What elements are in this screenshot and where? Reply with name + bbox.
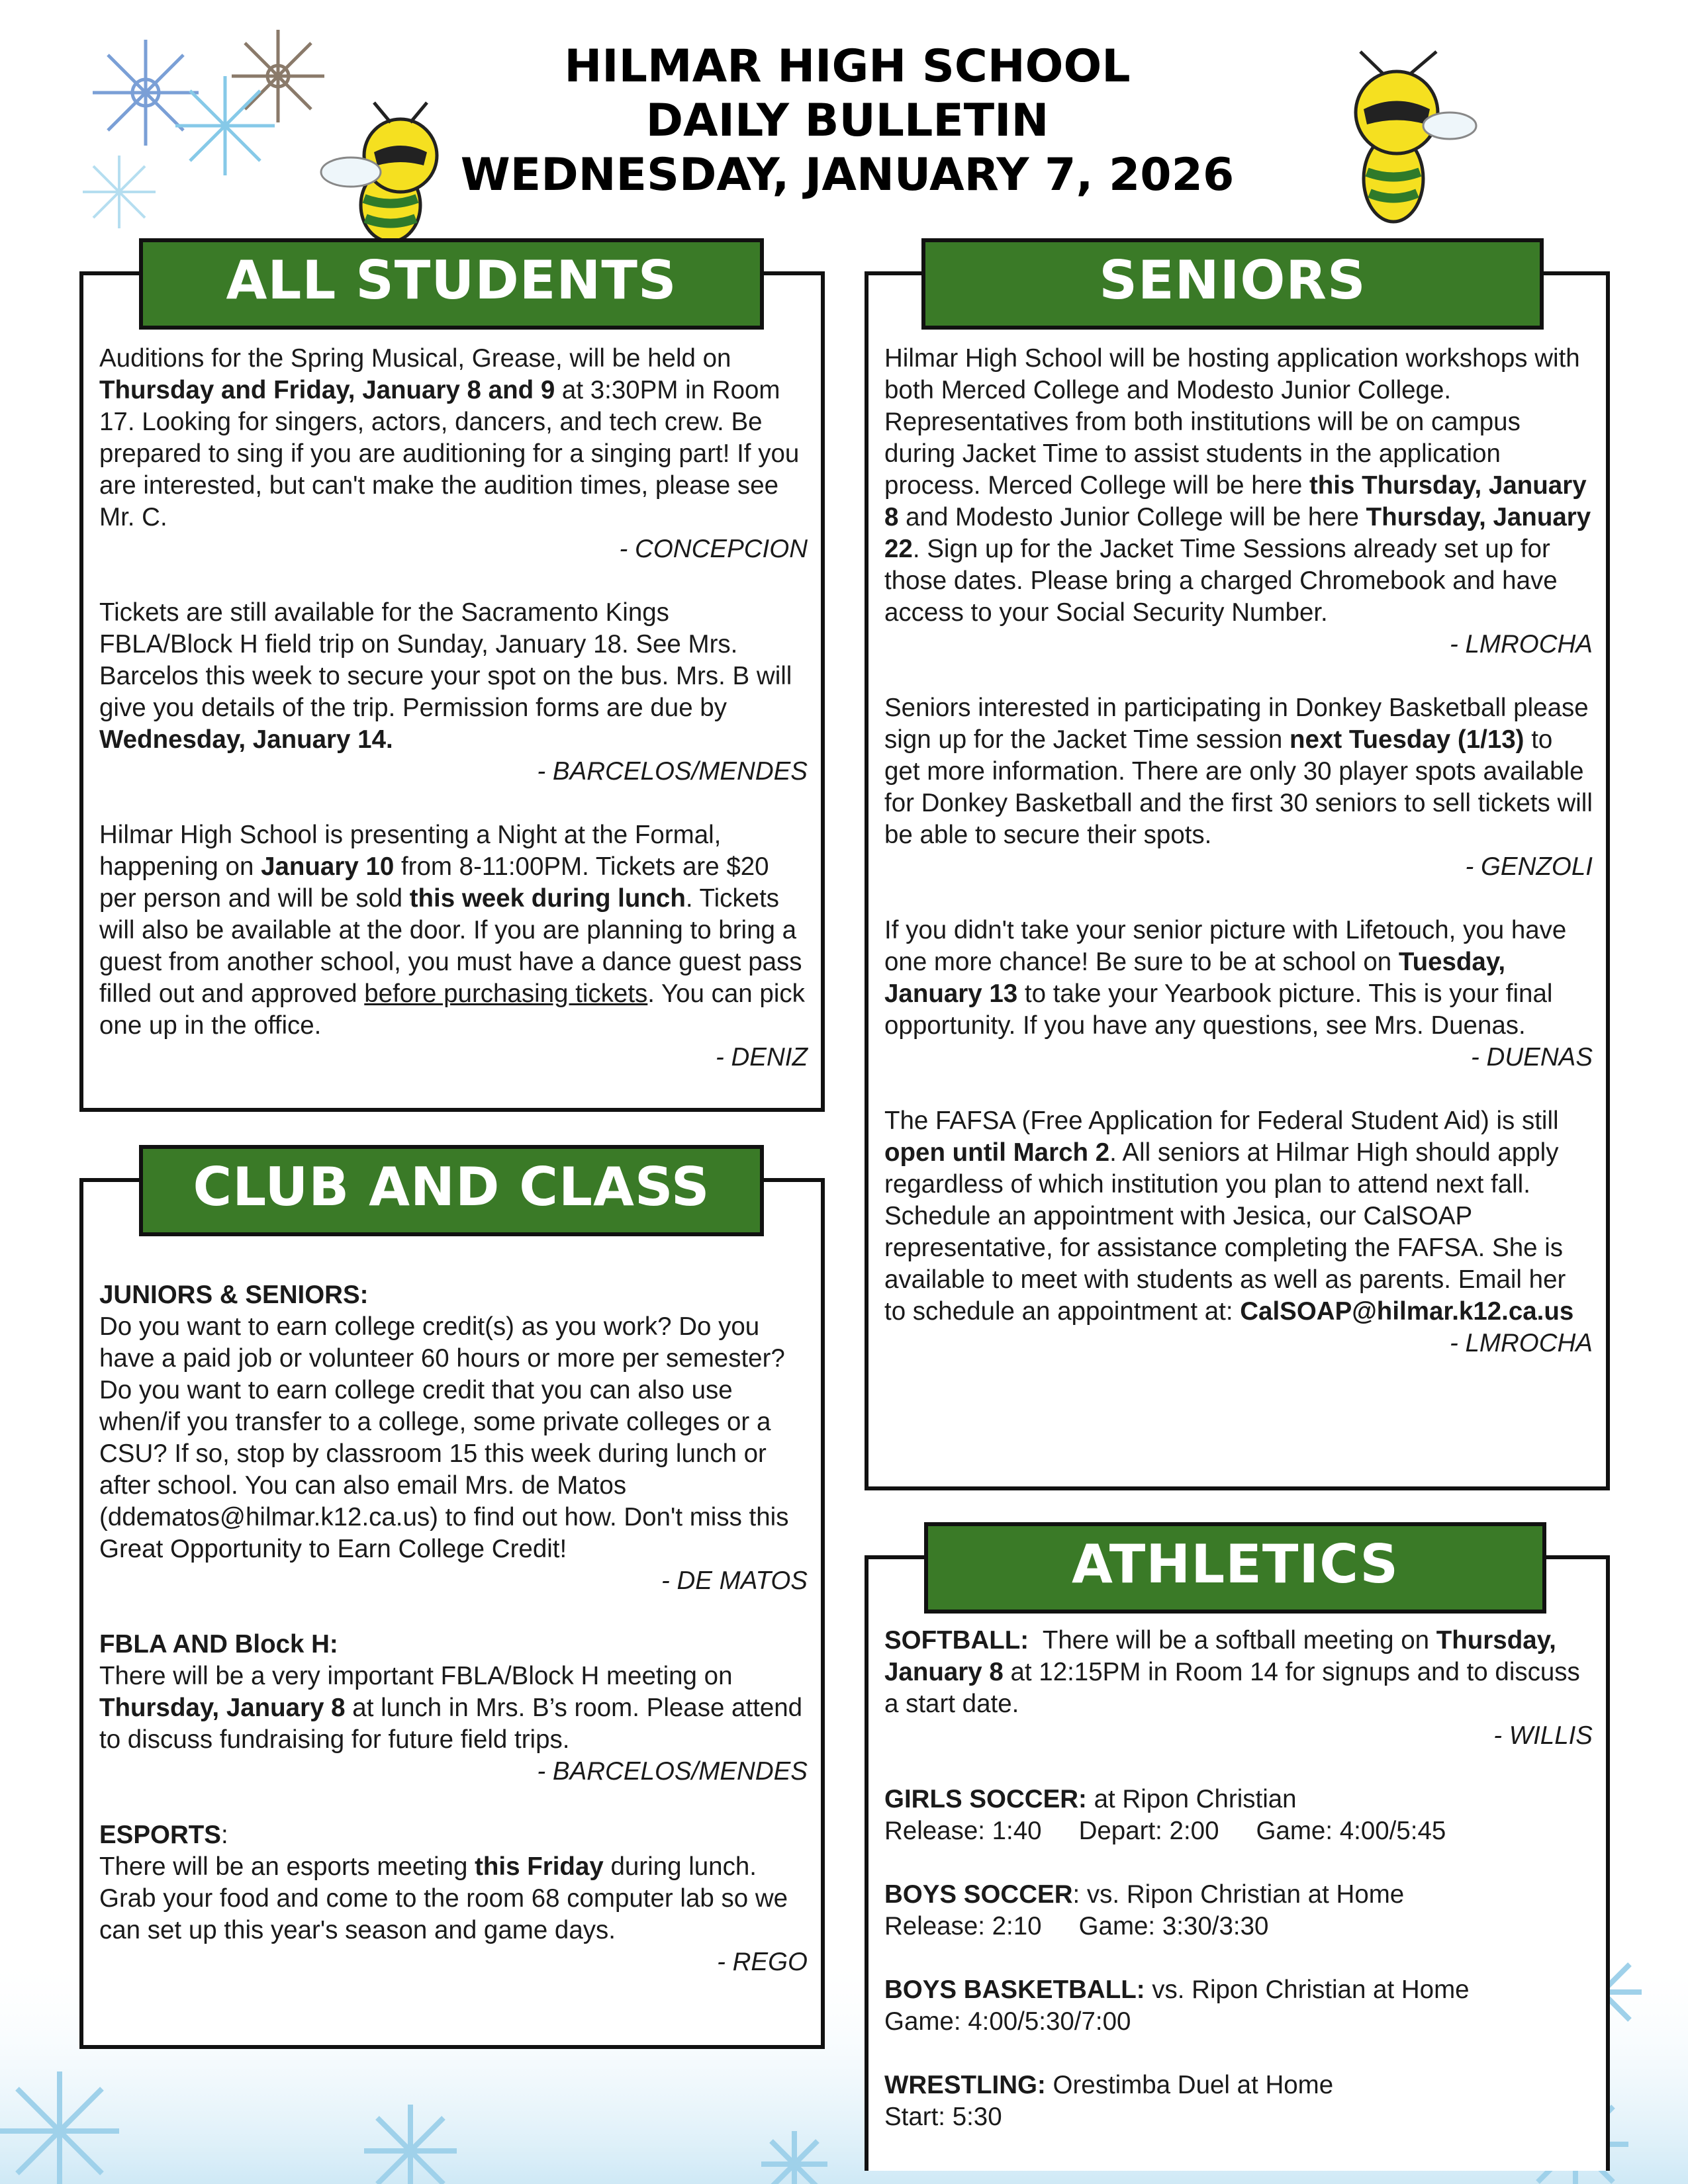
esports-label: ESPORTS: bbox=[99, 1821, 228, 1849]
senior-picture-notice: If you didn't take your senior picture with Lifetouch, you have one more chance! Be sure to be at school on Tuesday, January 13 to take your Yearbook picture. This is your final opportunity. If you have any questions, see Mrs. Duenas. bbox=[884, 916, 1567, 1040]
bulletin-date: WEDNESDAY, JANUARY 7, 2026 bbox=[460, 149, 1235, 201]
formal-dance-notice: Hilmar High School is presenting a Night at the Formal, happening on January 10 from 8-11:00PM. Tickets are $20 per person and will be sold this week during lunch. Tickets will also be available at the door. If you are planning to bring a guest from another school, you must have a dance guest pass filled out and approved before purchasing tickets. You can pick one up in the office. bbox=[99, 821, 805, 1040]
softball-notice: SOFTBALL: There will be a softball meeting on Thursday, January 8 at 12:15PM in Room 14 for signups and to discuss a start date. bbox=[884, 1626, 1580, 1718]
fbla-meeting-notice: There will be a very important FBLA/Block H meeting on Thursday, January 8 at lunch in Mrs. B’s room. Please attend to discuss fundraising for future field trips. bbox=[99, 1662, 803, 1754]
all-students-content bbox=[99, 343, 808, 1073]
fafsa-notice: The FAFSA (Free Application for Federal Student Aid) is still open until March 2. All seniors at Hilmar High should apply regardless of which institution you plan to attend next fall. Schedule an appointment with Jesica, our CalSOAP representative, for assistance completing the FAFSA. She is available to meet with students as well as parents. Email her to schedule an appointment at: CalSOAP@hilmar.k12.ca.us bbox=[884, 1107, 1574, 1326]
bulletin-name: DAILY BULLETIN bbox=[645, 95, 1049, 147]
girls-soccer-times: Release: 1:40 Depart: 2:00 Game: 4:00/5:45 bbox=[884, 1817, 1446, 1845]
wrestling-times: Start: 5:30 bbox=[884, 2103, 1002, 2131]
college-workshop-notice: Hilmar High School will be hosting application workshops with both Merced College and Modesto Junior College. Representatives from both institutions will be on campus during Jacket Time to assist students in the application process. Merced College will be here this Thursday, January 8 and Modesto Junior College will be here Thursday, January 22. Sign up for the Jacket Time Sessions already set up for those dates. Please bring a charged Chromebook and have access to your Social Security Number. bbox=[884, 344, 1591, 627]
college-credit-notice: Do you want to earn college credit(s) as you work? Do you have a paid job or volunteer 60 hours or more per semester? Do you want to earn college credit that you can also use when/if you transfer to a college, some private colleges or a CSU? If so, stop by classroom 15 this week during lunch or after school. You can also email Mrs. de Matos (ddematos@hilmar.k12.ca.us) to find out how. Don't miss this Great Opportunity to Earn College Credit! bbox=[99, 1312, 789, 1563]
esports-meeting-notice: There will be an esports meeting this Friday during lunch. Grab your food and come to the room 68 computer lab so we can set up this year's season and game days. bbox=[99, 1852, 788, 1944]
author-signature: - DENIZ bbox=[715, 1043, 808, 1071]
seniors-content bbox=[884, 343, 1593, 1359]
author-signature: - BARCELOS/MENDES bbox=[537, 1757, 808, 1786]
author-signature: - CONCEPCION bbox=[619, 535, 808, 563]
school-name: HILMAR HIGH SCHOOL bbox=[564, 40, 1131, 93]
club-class-content bbox=[99, 1279, 808, 1978]
juniors-seniors-label: JUNIORS & SENIORS: bbox=[99, 1281, 369, 1309]
author-signature: - GENZOLI bbox=[1465, 852, 1593, 881]
author-signature: - WILLIS bbox=[1493, 1721, 1593, 1750]
athletics-content bbox=[884, 1625, 1593, 2133]
wrestling-notice: WRESTLING: Orestimba Duel at Home bbox=[884, 2071, 1334, 2099]
author-signature: - LMROCHA bbox=[1449, 630, 1593, 659]
girls-soccer-notice: GIRLS SOCCER: at Ripon Christian bbox=[884, 1785, 1297, 1813]
author-signature: - DUENAS bbox=[1471, 1043, 1593, 1071]
author-signature: - REGO bbox=[717, 1948, 808, 1976]
fbla-label: FBLA AND Block H: bbox=[99, 1630, 338, 1659]
donkey-basketball-notice: Seniors interested in participating in Donkey Basketball please sign up for the Jacket Time session next Tuesday (1/13) to get more information. There are only 30 player spots available for Donkey Basketball and the first 30 seniors to sell tickets will be able to secure their spots. bbox=[884, 694, 1593, 849]
boys-soccer-notice: BOYS SOCCER: vs. Ripon Christian at Home bbox=[884, 1880, 1405, 1909]
club-class-heading: CLUB AND CLASS bbox=[139, 1145, 764, 1236]
boys-basketball-times: Game: 4:00/5:30/7:00 bbox=[884, 2007, 1131, 2036]
all-students-heading: ALL STUDENTS bbox=[139, 238, 764, 330]
boys-soccer-times: Release: 2:10 Game: 3:30/3:30 bbox=[884, 1912, 1269, 1940]
bulletin-title bbox=[397, 40, 1297, 203]
snowflake-cluster-icon bbox=[73, 26, 351, 245]
musical-audition-notice: Auditions for the Spring Musical, Grease, will be held on Thursday and Friday, January 8 and 9 at 3:30PM in Room 17. Looking for singers, actors, dancers, and tech crew. Be prepared to sing if you are auditioning for a singing part! If you are interested, but can't make the audition times, please see Mr. C. bbox=[99, 344, 800, 531]
seniors-heading: SENIORS bbox=[921, 238, 1544, 330]
boys-basketball-notice: BOYS BASKETBALL: vs. Ripon Christian at Home bbox=[884, 1976, 1470, 2004]
author-signature: - DE MATOS bbox=[661, 1567, 808, 1595]
athletics-heading: ATHLETICS bbox=[924, 1522, 1546, 1614]
author-signature: - BARCELOS/MENDES bbox=[537, 757, 808, 786]
author-signature: - LMROCHA bbox=[1449, 1329, 1593, 1357]
yellow-jacket-mascot-icon bbox=[1314, 46, 1479, 232]
kings-trip-notice: Tickets are still available for the Sacramento Kings FBLA/Block H field trip on Sunday, January 18. See Mrs. Barcelos this week to secure your spot on the bus. Mrs. B will give you details of the trip. Permission forms are due by Wednesday, January 14. bbox=[99, 598, 792, 754]
